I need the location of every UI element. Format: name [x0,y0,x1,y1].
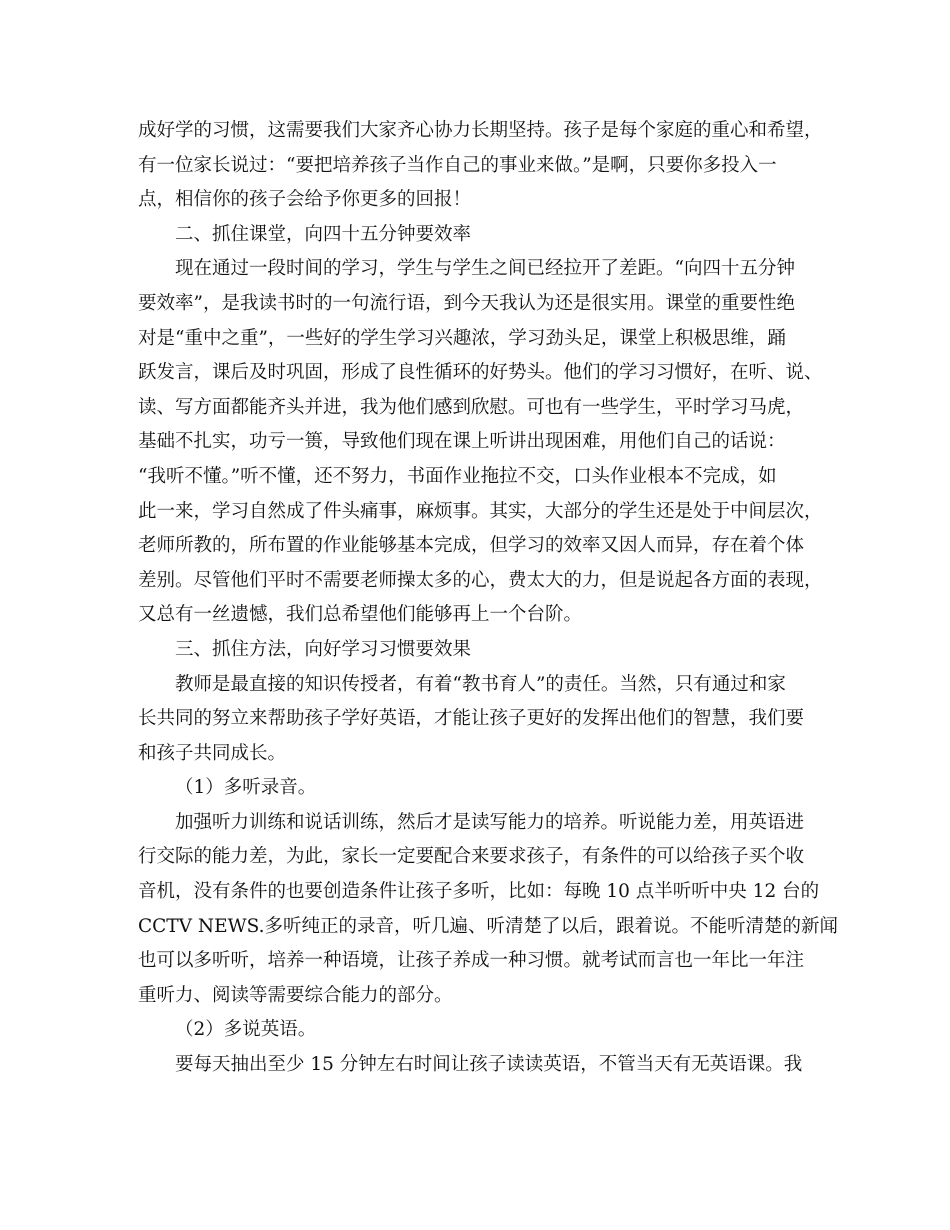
paragraph-line: 教师是最直接的知识传授者，有着“教书育人”的责任。当然，只有通过和家 [175,673,786,695]
paragraph-line: 音机，没有条件的也要创造条件让孩子多听，比如：每晚 10 点半听听中央 12 台的 [138,881,820,903]
paragraph-line: 差别。尽管他们平时不需要老师操太多的心，费太大的力，但是说起各方面的表现， [138,569,823,591]
subsection-heading: （1）多听录音。 [175,777,317,799]
paragraph-line: 要效率”，是我读书时的一句流行语，到今天我认为还是很实用。课堂的重要性绝 [138,292,795,314]
paragraph-line: 加强听力训练和说话训练，然后才是读写能力的培养。听说能力差，用英语进 [175,811,805,833]
document-body [138,114,838,1083]
paragraph-line: 要每天抽出至少 15 分钟左右时间让孩子读读英语，不管当天有无英语课。我 [175,1054,803,1076]
paragraph-line: CCTV NEWS.多听纯正的录音，听几遍、听清楚了以后，跟着说。不能听清楚的新闻 [138,915,838,937]
paragraph-line: 老师所教的，所布置的作业能够基本完成，但学习的效率又因人而异，存在着个体 [138,535,805,557]
paragraph-line: 也可以多听听，培养一种语境，让孩子养成一种习惯。就考试而言也一年比一年注 [138,950,805,972]
paragraph-line: “我听不懂。”听不懂，还不努力，书面作业拖拉不交，口头作业根本不完成，如 [138,465,777,487]
paragraph-line: 跃发言，课后及时巩固，形成了良性循环的好势头。他们的学习习惯好，在听、说、 [138,362,823,384]
paragraph-line: 读、写方面都能齐头并进，我为他们感到欣慰。可也有一些学生，平时学习马虎， [138,396,805,418]
paragraph-line: 对是“重中之重”，一些好的学生学习兴趣浓，学习劲头足，课堂上积极思维，踊 [138,327,786,349]
paragraph-line: 基础不扎实，功亏一篑，导致他们现在课上听讲出现困难，用他们自己的话说： [138,431,786,453]
subsection-heading: （2）多说英语。 [175,1019,317,1041]
paragraph-line: 行交际的能力差，为此，家长一定要配合来要求孩子，有条件的可以给孩子买个收 [138,846,805,868]
section-heading: 二、抓住课堂，向四十五分钟要效率 [175,223,472,245]
paragraph-line: 现在通过一段时间的学习，学生与学生之间已经拉开了差距。“向四十五分钟 [175,258,795,280]
paragraph-line: 又总有一丝遗憾，我们总希望他们能够再上一个台阶。 [138,604,583,626]
paragraph-line: 点，相信你的孩子会给予你更多的回报！ [138,189,472,211]
paragraph-line: 有一位家长说过：“要把培养孩子当作自己的事业来做。”是啊，只要你多投入一 [138,154,777,176]
section-heading: 三、抓住方法，向好学习习惯要效果 [175,638,472,660]
paragraph-line: 此一来，学习自然成了件头痛事，麻烦事。其实，大部分的学生还是处于中间层次， [138,500,823,522]
paragraph-line: 成好学的习惯，这需要我们大家齐心协力长期坚持。孩子是每个家庭的重心和希望， [138,120,823,141]
paragraph-line: 长共同的努立来帮助孩子学好英语，才能让孩子更好的发挥出他们的智慧，我们要 [138,708,805,730]
paragraph-line: 重听力、阅读等需要综合能力的部分。 [138,984,453,1006]
paragraph-line: 和孩子共同成长。 [138,742,287,764]
